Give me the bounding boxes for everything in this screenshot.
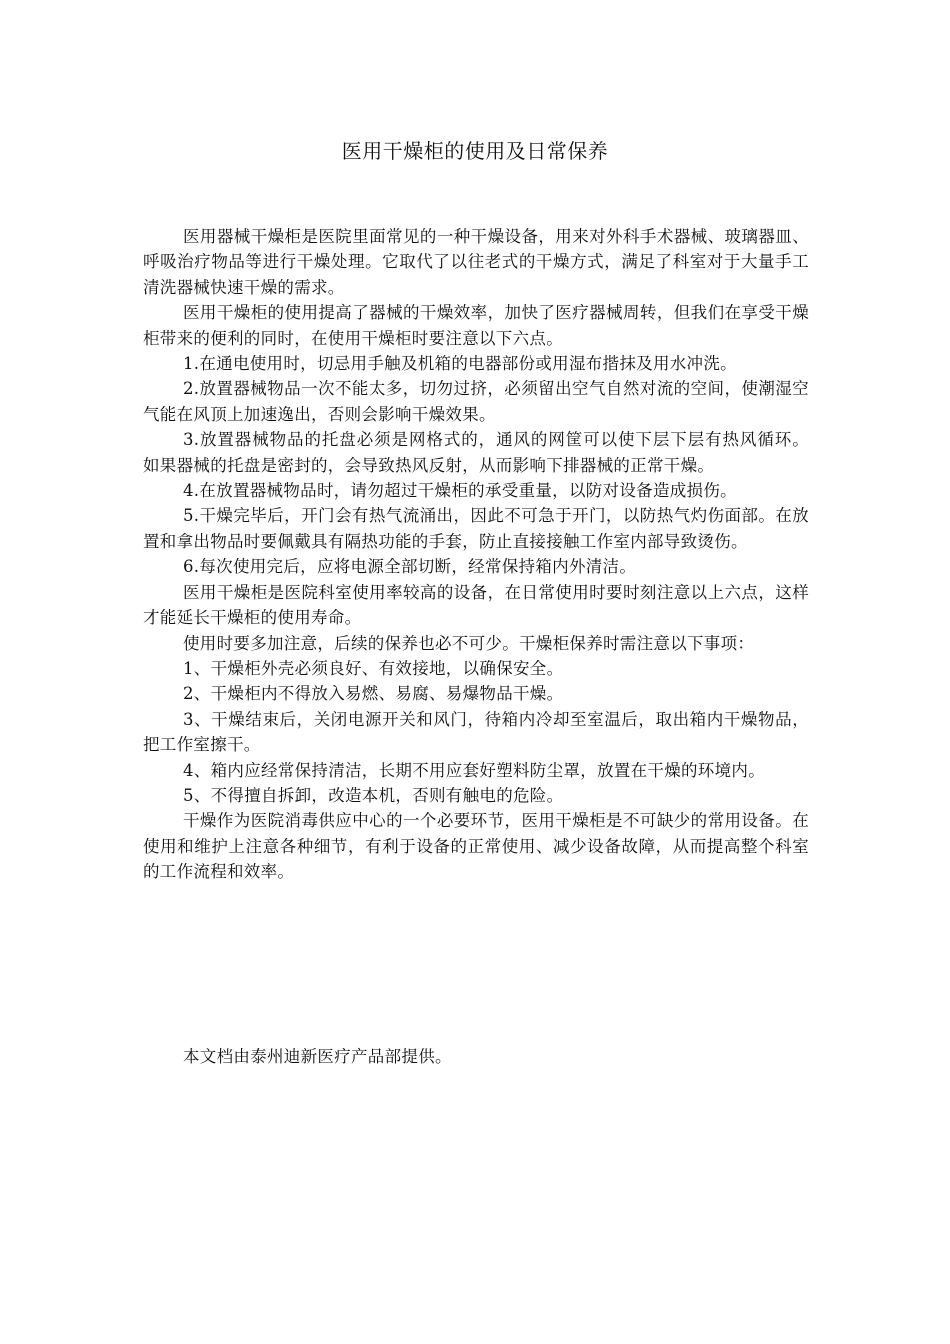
maintenance-item-4: 4、箱内应经常保持清洁，长期不用应套好塑料防尘罩，放置在干燥的环境内。 xyxy=(183,760,765,780)
maintenance-item-1: 1、干燥柜外壳必须良好、有效接地，以确保安全。 xyxy=(183,658,564,678)
maintenance-item-3: 3、干燥结束后，关闭电源开关和风门，待箱内冷却至室温后，取出箱内干燥物品，把工作室擦干。 xyxy=(143,709,809,755)
usage-point-4: 4.在放置器械物品时，请勿超过干燥柜的承受重量，以防对设备造成损伤。 xyxy=(183,481,737,501)
usage-point-6: 6.每次使用完后，应将电源全部切断，经常保持箱内外清洁。 xyxy=(183,557,637,577)
footer-note: 本文档由泰州迪新医疗产品部提供。 xyxy=(183,1047,452,1066)
maintenance-intro-paragraph: 使用时要多加注意，后续的保养也必不可少。干燥柜保养时需注意以下事项： xyxy=(183,633,755,653)
usage-point-5: 5.干燥完毕后，开门会有热气流涌出，因此不可急于开门，以防热气灼伤面部。在放置和拿出物品时要佩戴具有隔热功能的手套，防止直接接触工作室内部导致烫伤。 xyxy=(143,506,809,551)
usage-point-2: 2.放置器械物品一次不能太多，切勿过挤，必须留出空气自然对流的空间，使潮湿空气能在风顶上加速逸出，否则会影响干燥效果。 xyxy=(143,379,809,424)
usage-point-1: 1.在通电使用时，切忌用手触及机箱的电器部份或用湿布揩抹及用水冲洗。 xyxy=(183,354,737,374)
page-title: 医用干燥柜的使用及日常保养 xyxy=(341,139,609,163)
maintenance-item-2: 2、干燥柜内不得放入易燃、易腐、易爆物品干燥。 xyxy=(183,684,564,704)
document-body xyxy=(143,224,809,885)
intro-paragraph: 医用器械干燥柜是医院里面常见的一种干燥设备，用来对外科手术器械、玻璃器皿、呼吸治疗物品等进行干燥处理。它取代了以往老式的干燥方式，满足了科室对于大量手工清洗器械快速干燥的需求。 xyxy=(143,227,809,297)
usage-paragraph: 医用干燥柜的使用提高了器械的干燥效率，加快了医疗器械周转，但我们在享受干燥柜带来的便利的同时，在使用干燥柜时要注意以下六点。 xyxy=(143,303,809,348)
maintenance-item-5: 5、不得擅自拆卸，改造本机，否则有触电的危险。 xyxy=(183,785,564,805)
conclusion-paragraph: 干燥作为医院消毒供应中心的一个必要环节，医用干燥柜是不可缺少的常用设备。在使用和维护上注意各种细节，有利于设备的正常使用、减少设备故障，从而提高整个科室的工作流程和效率。 xyxy=(143,811,809,882)
usage-summary-paragraph: 医用干燥柜是医院科室使用率较高的设备，在日常使用时要时刻注意以上六点，这样才能延长干燥柜的使用寿命。 xyxy=(143,582,809,628)
usage-point-3: 3.放置器械物品的托盘必须是网格式的，通风的网筐可以使下层下层有热风循环。 如果器械的托盘是密封的，会导致热风反射，从而影响下排器械的正常干燥。 xyxy=(143,430,809,475)
